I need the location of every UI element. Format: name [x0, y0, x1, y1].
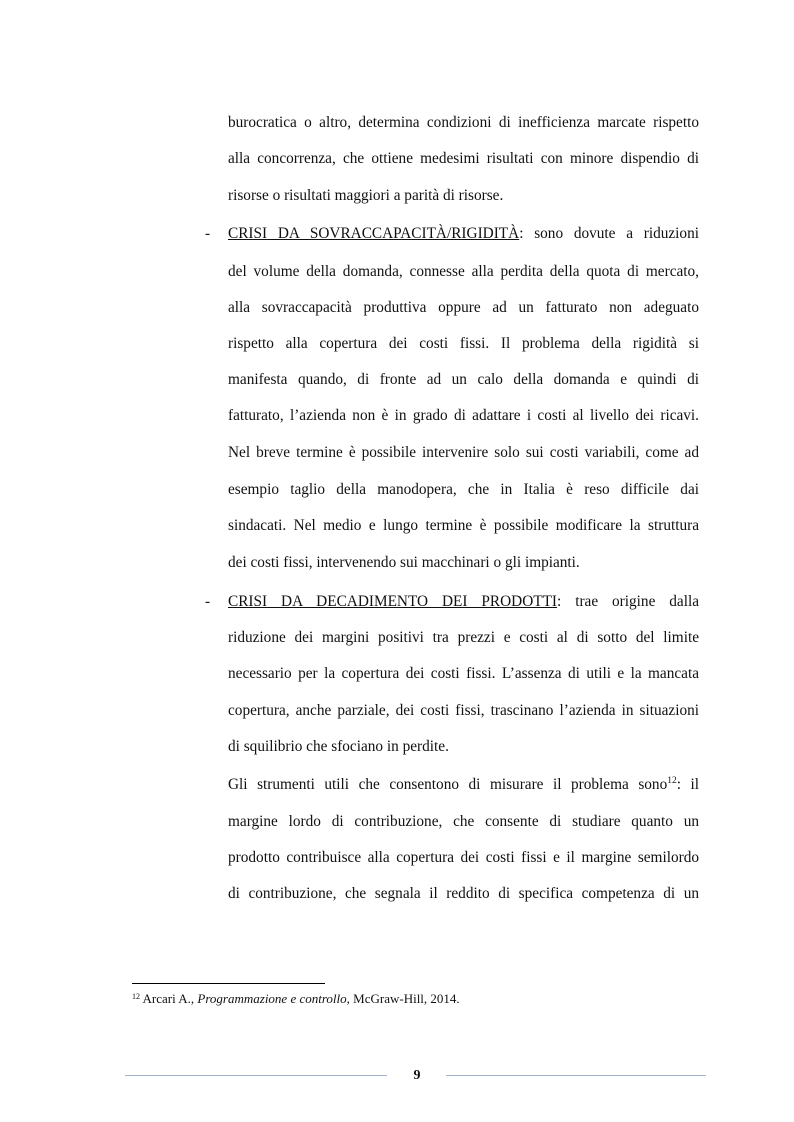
footnote: $^{12}$ Arcari A., Programmazione e controllo, McGraw-Hill, 2014.	[132, 991, 460, 1006]
list-bullet: -	[205, 593, 211, 610]
list-item-decadimento: CRISI DA DECADIMENTO DEI PRODOTTI: trae origine dalla	[228, 593, 700, 610]
text-line: alla sovraccapacità produttiva oppure ad un fatturato non adeguato	[228, 299, 699, 316]
footnote-number: 12	[132, 992, 140, 1001]
text-line: alla concorrenza, che ottiene medesimi risultati con minore dispendio di	[228, 150, 699, 167]
text-line: Nel breve termine è possibile intervenire solo sui costi variabili, come ad	[228, 444, 699, 461]
footer-rule-right	[446, 1075, 706, 1076]
text-line: rispetto alla copertura dei costi fissi. Il problema della rigidità si	[228, 335, 699, 352]
text-line: risorse o risultati maggiori a parità di risorse.	[228, 187, 504, 204]
text-line: di contribuzione, che segnala il reddito di specifica competenza di un	[228, 885, 699, 902]
text-line: manifesta quando, di fronte ad un calo della domanda e quindi di	[228, 371, 699, 388]
page-number: 9	[413, 1068, 421, 1083]
text-line: di squilibrio che sfociano in perdite.	[228, 738, 449, 755]
footnote-separator	[132, 983, 325, 984]
text-line: riduzione dei margini positivi tra prezzi e costi al di sotto del limite	[228, 629, 699, 646]
text-line: copertura, anche parziale, dei costi fissi, trascinano l’azienda in situazioni	[228, 702, 699, 719]
text-line: margine lordo di contribuzione, che consente di studiare quanto un	[228, 813, 699, 830]
text-line: fatturato, l’azienda non è in grado di adattare i costi al livello dei ricavi.	[228, 407, 699, 424]
text-line: sindacati. Nel medio e lungo termine è possibile modificare la struttura	[228, 517, 699, 534]
text-line: dei costi fissi, intervenendo sui macchinari o gli impianti.	[228, 554, 580, 571]
footnote-book-title: Programmazione e controllo	[197, 991, 347, 1006]
list-item-sovraccapacita: CRISI DA SOVRACCAPACITÀ/RIGIDITÀ: sono dovute a riduzioni	[228, 225, 699, 242]
footer-rule-left	[125, 1075, 387, 1076]
crisis-title: CRISI DA SOVRACCAPACITÀ/RIGIDITÀ	[228, 225, 520, 242]
text-line: del volume della domanda, connesse alla perdita della quota di mercato,	[228, 263, 699, 280]
text-line: necessario per la copertura dei costi fissi. L’assenza di utili e la mancata	[228, 665, 699, 682]
text-line: Gli strumenti utili che consentono di misurare il problema sono$^{12}$: il	[228, 776, 699, 793]
text-line: prodotto contribuisce alla copertura dei costi fissi e il margine semilordo	[228, 849, 699, 866]
footnote-reference[interactable]: 12	[667, 776, 677, 786]
crisis-title: CRISI DA DECADIMENTO DEI PRODOTTI	[228, 593, 558, 610]
text-line: esempio taglio della manodopera, che in Italia è reso difficile dai	[228, 481, 699, 498]
list-bullet: -	[205, 225, 211, 242]
text-line: burocratica o altro, determina condizioni di inefficienza marcate rispetto	[228, 114, 699, 131]
